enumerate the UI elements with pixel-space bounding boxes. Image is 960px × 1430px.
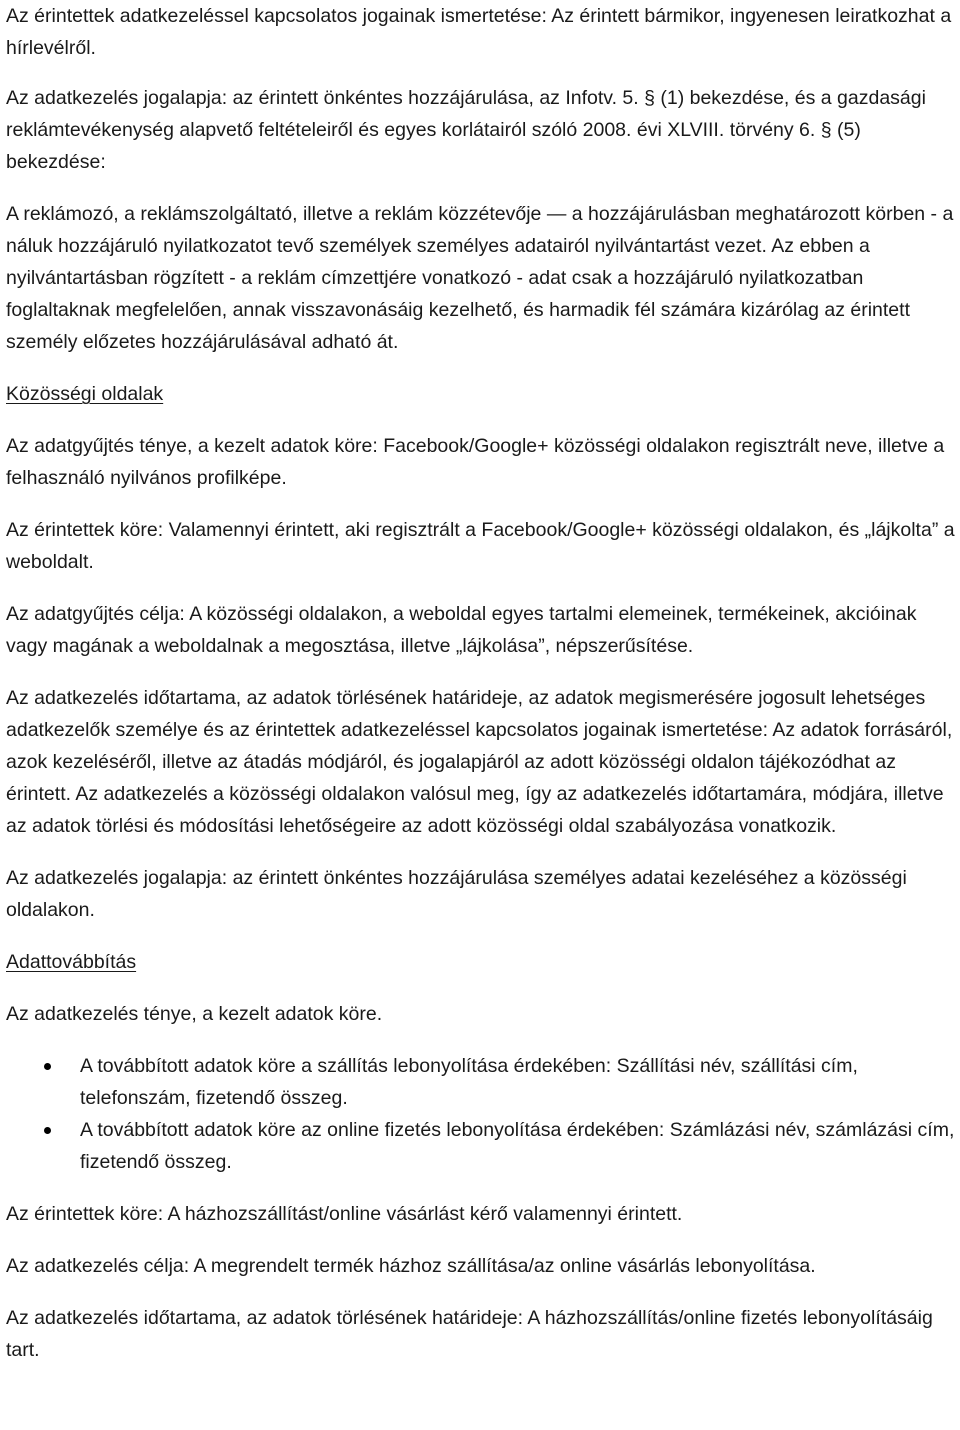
paragraph-social-purpose: Az adatgyűjtés célja: A közösségi oldalakon, a weboldal egyes tartalmi elemeinek, termékeinek, akcióinak vagy magának a weboldalnak a megosztása, illetve „lájkolása”, népszerűsítése. [6, 603, 917, 657]
list-item-text: A továbbított adatok köre a szállítás lebonyolítása érdekében: Szállítási név, szállítási cím, telefonszám, fizetendő összeg. [80, 1055, 858, 1109]
list-item-text: A továbbított adatok köre az online fizetés lebonyolítása érdekében: Számlázási név, számlázási cím, fizetendő összeg. [80, 1119, 955, 1173]
paragraph-transfer-data-scope: Az adatkezelés ténye, a kezelt adatok köre. [6, 1003, 383, 1025]
paragraph-legal-basis-newsletter: Az adatkezelés jogalapja: az érintett önkéntes hozzájárulása, az Infotv. 5. § (1) bekezdése, és a gazdasági reklámtevékenység alapvető feltételeiről és egyes korlátairól szóló 2008. évi XLVIII. törvény 6. § (5) bekezdése: [6, 87, 926, 173]
document-body [6, 0, 956, 1366]
section-heading-social-pages: Közösségi oldalak [6, 383, 164, 405]
paragraph-rights-newsletter: Az érintettek adatkezeléssel kapcsolatos jogainak ismertetése: Az érintett bármikor, ingyenesen leiratkozhat a hírlevélről. [6, 5, 952, 59]
paragraph-social-legal-basis: Az adatkezelés jogalapja: az érintett önkéntes hozzájárulása személyes adatai kezeléséhez a közösségi oldalakon. [6, 867, 907, 921]
paragraph-social-data-subjects: Az érintettek köre: Valamennyi érintett, aki regisztrált a Facebook/Google+ közösségi oldalakon, és „lájkolta” a weboldalt. [6, 519, 955, 573]
list-item [6, 1114, 956, 1178]
list-item [6, 1050, 956, 1114]
paragraph-social-duration: Az adatkezelés időtartama, az adatok törlésének határideje, az adatok megismerésére jogosult lehetséges adatkezelők személye és az érintettek adatkezeléssel kapcsolatos jogainak ismertetése: Az adatok forrásáról, azok kezeléséről, illetve az átadás módjáról, és jogalapjáról az adott közösségi oldalon tájékozódhat az érintett. Az adatkezelés a közösségi oldalakon valósul meg, így az adatkezelés időtartamára, módjára, illetve az adatok törlési és módosítási lehetőségeire az adott közösségi oldal szabályozása vonatkozik. [6, 687, 953, 837]
bullet-icon [44, 1063, 51, 1070]
paragraph-advertising-register: A reklámozó, a reklámszolgáltató, illetve a reklám közzétevője — a hozzájárulásban meghatározott körben - a náluk hozzájáruló nyilatkozatot tevő személyek személyes adatairól nyilvántartást vezet. Az ebben a nyilvántartásban rögzített - a reklám címzettjére vonatkozó - adat csak a hozzájáruló nyilatkozatban foglaltaknak megfelelően, annak visszavonásáig kezelhető, és harmadik fél számára kizárólag az érintett személy előzetes hozzájárulásával adható át. [6, 203, 954, 353]
paragraph-transfer-duration: Az adatkezelés időtartama, az adatok törlésének határideje: A házhozszállítás/online fizetés lebonyolításáig tart. [6, 1307, 933, 1361]
bullet-icon [44, 1127, 51, 1134]
section-heading-data-transfer: Adattovábbítás [6, 951, 137, 973]
transfer-data-list [6, 1050, 956, 1178]
paragraph-transfer-data-subjects: Az érintettek köre: A házhozszállítást/online vásárlást kérő valamennyi érintett. [6, 1203, 683, 1225]
paragraph-transfer-purpose: Az adatkezelés célja: A megrendelt termék házhoz szállítása/az online vásárlás lebonyolítása. [6, 1255, 816, 1277]
paragraph-social-data-collected: Az adatgyűjtés ténye, a kezelt adatok köre: Facebook/Google+ közösségi oldalakon regisztrált neve, illetve a felhasználó nyilvános profilképe. [6, 435, 945, 489]
